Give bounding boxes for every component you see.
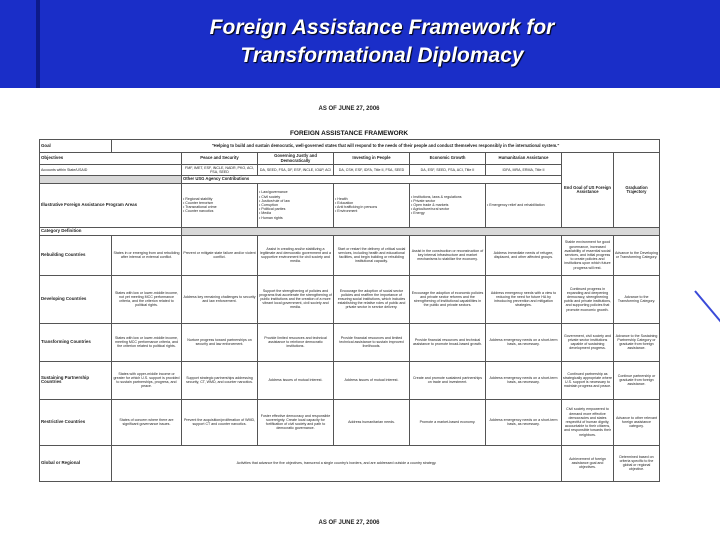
category-end-goal: Civil society empowered to demand more effective democracies and states respectful of human dignity, accountable to their citizens, and responsible towards their neighbors. <box>562 399 614 445</box>
category-cell: Address emergency needs with a view to reducing the need for future HA by introducing prevention and mitigation strategies. <box>486 275 562 323</box>
category-cell: Provide limited resources and technical assistance to reinforce democratic institutions. <box>258 323 334 361</box>
objectives-label: Objectives <box>40 153 182 165</box>
accounts-governing-justly: DA, SEED, FSA, DF, ESF, INCLE, IO&P, ACI <box>258 165 334 176</box>
goal-text: "Helping to build and sustain democratic, well-governed states that will respond to the needs of their people and conduct themselves responsibly in the international system." <box>112 140 660 153</box>
table-row <box>40 275 660 323</box>
objective-humanitarian: Humanitarian Assistance <box>486 153 562 165</box>
as-of-date-top: AS OF JUNE 27, 2006 <box>318 106 380 112</box>
category-cell: Assist in the construction or reconstruction of key internal infrastructure and market mechanisms to stabilize the economy. <box>410 235 486 275</box>
global-name: Global or Regional <box>40 445 112 481</box>
category-name: Sustaining Partnership Countries <box>40 361 112 399</box>
category-cell: Encourage the adoption of economic policies and private sector reforms and the strengthening of institutional capabilities in the public and private sectors. <box>410 275 486 323</box>
category-cell: Address key remaining challenges to security and law enforcement. <box>182 275 258 323</box>
category-cell: Address emergency needs on a short-term basis, as necessary. <box>486 399 562 445</box>
category-cell: Create and promote sustained partnerships on trade and investment. <box>410 361 486 399</box>
slide-left-margin <box>0 0 36 540</box>
accounts-label: Accounts within State/USAID <box>40 165 182 176</box>
category-cell: Support strategic partnerships addressing security, CT, WMD, and counter narcotics. <box>182 361 258 399</box>
category-cell: Address emergency needs on a short-term basis, as necessary. <box>486 361 562 399</box>
category-end-goal: Continued progress in expanding and deepening democracy, strengthening public and private institutions, and supporting policies that promote economic growth. <box>562 275 614 323</box>
category-cell: Encourage the adoption of social sector policies and reaffirm the importance of ensuring social institutions, which includes establishing the relative roles of public and private sector in service delivery. <box>334 275 410 323</box>
category-cell: Prevent or mitigate state failure and/or violent conflict. <box>182 235 258 275</box>
program-areas-humanitarian: • Emergency relief and rehabilitation <box>486 183 562 227</box>
category-name: Developing Countries <box>40 275 112 323</box>
accounts-humanitarian: IDFA, MRA, ERMA, Title II <box>486 165 562 176</box>
table-row <box>40 445 660 481</box>
document-title: FOREIGN ASSISTANCE FRAMEWORK <box>289 130 409 137</box>
category-cell: Address immediate needs of refugee, displaced, and other affected groups. <box>486 235 562 275</box>
decorative-accent-line <box>694 290 720 322</box>
category-definition: States of concern where there are significant governance issues. <box>112 399 182 445</box>
goal-label: Goal <box>40 140 112 153</box>
category-definition-label: Category Definition <box>40 227 182 235</box>
category-cell: Provide financial resources and limited technical assistance to sustain improved livelihoods. <box>334 323 410 361</box>
category-cell: Prevent the acquisition/proliferation of WMD, support CT and counter narcotics. <box>182 399 258 445</box>
accounts-economic-growth: DA, ESF, SEED, FSA, ACI, Title II <box>410 165 486 176</box>
global-end-goal: Achievement of foreign assistance goal and objectives. <box>562 445 614 481</box>
graduation-header: Graduation Trajectory <box>614 153 660 228</box>
category-cell: Address issues of mutual interest. <box>258 361 334 399</box>
global-graduation: Determined based on criteria specific to the global or regional objective. <box>614 445 660 481</box>
category-cell: Provide financial resources and technical assistance to promote broad-based growth. <box>410 323 486 361</box>
category-end-goal: Stable environment for good governance, increased availability of essential social services, and initial progress to create policies and institutions upon which future progress will rest. <box>562 235 614 275</box>
category-name: Restrictive Countries <box>40 399 112 445</box>
category-cell: Assist in creating and/or stabilizing a legitimate and democratic government and a supportive environment for civil society and media. <box>258 235 334 275</box>
objective-governing-justly: Governing Justly and Democratically <box>258 153 334 165</box>
category-cell: Address issues of mutual interest. <box>334 361 410 399</box>
accounts-investing-people: DA, CSH, ESF, IDFA, Title II, FSA, SEED <box>334 165 410 176</box>
category-graduation: Continue partnership or graduate from foreign assistance. <box>614 361 660 399</box>
category-name: Rebuilding Countries <box>40 235 112 275</box>
accounts-peace-security: FMF, IMET, ESF, INCLE, NADR, PKO, ACI, FSA, SEED <box>182 165 258 176</box>
category-cell: Address humanitarian needs. <box>334 399 410 445</box>
category-graduation: Advance to the Transforming Category. <box>614 275 660 323</box>
slide-title <box>40 14 720 70</box>
objective-peace-security: Peace and Security <box>182 153 258 165</box>
category-graduation: Advance to the Sustaining Partnership Category or graduate from foreign assistance. <box>614 323 660 361</box>
category-end-goal: Continued partnership as strategically appropriate where U.S. support is necessary to maintain progress and peace. <box>562 361 614 399</box>
category-definition: States with low or lower-middle income, not yet meeting MCC performance criteria, and the criterion related to political rights. <box>112 275 182 323</box>
slide-header <box>36 0 720 88</box>
objective-economic-growth: Economic Growth <box>410 153 486 165</box>
category-definition-spacer <box>182 227 660 235</box>
table-row <box>40 399 660 445</box>
table-row <box>40 235 660 275</box>
accounts-spacer <box>40 176 182 183</box>
program-areas-economic-growth: • Institutions, laws & regulations • Private sector • Open trade & markets • Agriculture/rural sector • Energy <box>410 183 486 227</box>
program-areas-investing-people: • Health • Education • Anti trafficking in persons • Environment <box>334 183 410 227</box>
category-cell: Address emergency needs on a short-term basis, as necessary. <box>486 323 562 361</box>
global-text: Activities that advance the five objectives, transcend a single country's borders, and are addressed outside a country strategy. <box>112 445 562 481</box>
slide-title-line-1: Foreign Assistance Framework for <box>209 16 555 39</box>
category-graduation: Advance to the Developing or Transforming Category. <box>614 235 660 275</box>
table-row <box>40 323 660 361</box>
table-row <box>40 361 660 399</box>
framework-table <box>39 139 660 482</box>
category-graduation: Advance to other relevant foreign assistance category. <box>614 399 660 445</box>
category-definition: States with low or lower-middle income, meeting MCC performance criteria, and the criterion related to political rights. <box>112 323 182 361</box>
framework-document <box>36 100 662 536</box>
program-areas-label: Illustrative Foreign Assistance Program Areas <box>40 183 182 227</box>
category-cell: Foster effective democracy and responsible sovereignty. Create local capacity for fortification of civil society and path to democratic governance. <box>258 399 334 445</box>
program-areas-peace-security: • Regional stability • Counter terrorism • Transnational crime • Counter narcotics <box>182 183 258 227</box>
objective-investing-people: Investing in People <box>334 153 410 165</box>
category-definition: States in or emerging from and rebuilding after internal or external conflict. <box>112 235 182 275</box>
slide-title-line-2: Transformational Diplomacy <box>240 44 524 67</box>
category-cell: Promote a market-based economy. <box>410 399 486 445</box>
category-definition: States with upper-middle income or greater for which U.S. support is provided to sustain partnerships, progress, and peace. <box>112 361 182 399</box>
as-of-date-bottom: AS OF JUNE 27, 2006 <box>318 520 380 526</box>
category-name: Transforming Countries <box>40 323 112 361</box>
category-cell: Start or restart the delivery of critical social services, including health and educational facilities, and begin building or rebuilding institutional capacity. <box>334 235 410 275</box>
end-goal-header: End Goal of US Foreign Assistance <box>562 153 614 228</box>
category-cell: Support the strengthening of policies and programs that accelerate the strengthening of public institutions and the creation of a more vibrant local government, civil society and media. <box>258 275 334 323</box>
category-cell: Nurture progress toward partnerships on security and law enforcement. <box>182 323 258 361</box>
left-header-stripe <box>0 0 36 88</box>
other-agency-contributions: Other USG Agency Contributions <box>182 176 562 183</box>
category-end-goal: Government, civil society and private sector institutions capable of sustaining development progress. <box>562 323 614 361</box>
program-areas-governing-justly: • Law/governance • Civil society • Justice/rule of law • Corruption • Political parties • Media • Human rights <box>258 183 334 227</box>
